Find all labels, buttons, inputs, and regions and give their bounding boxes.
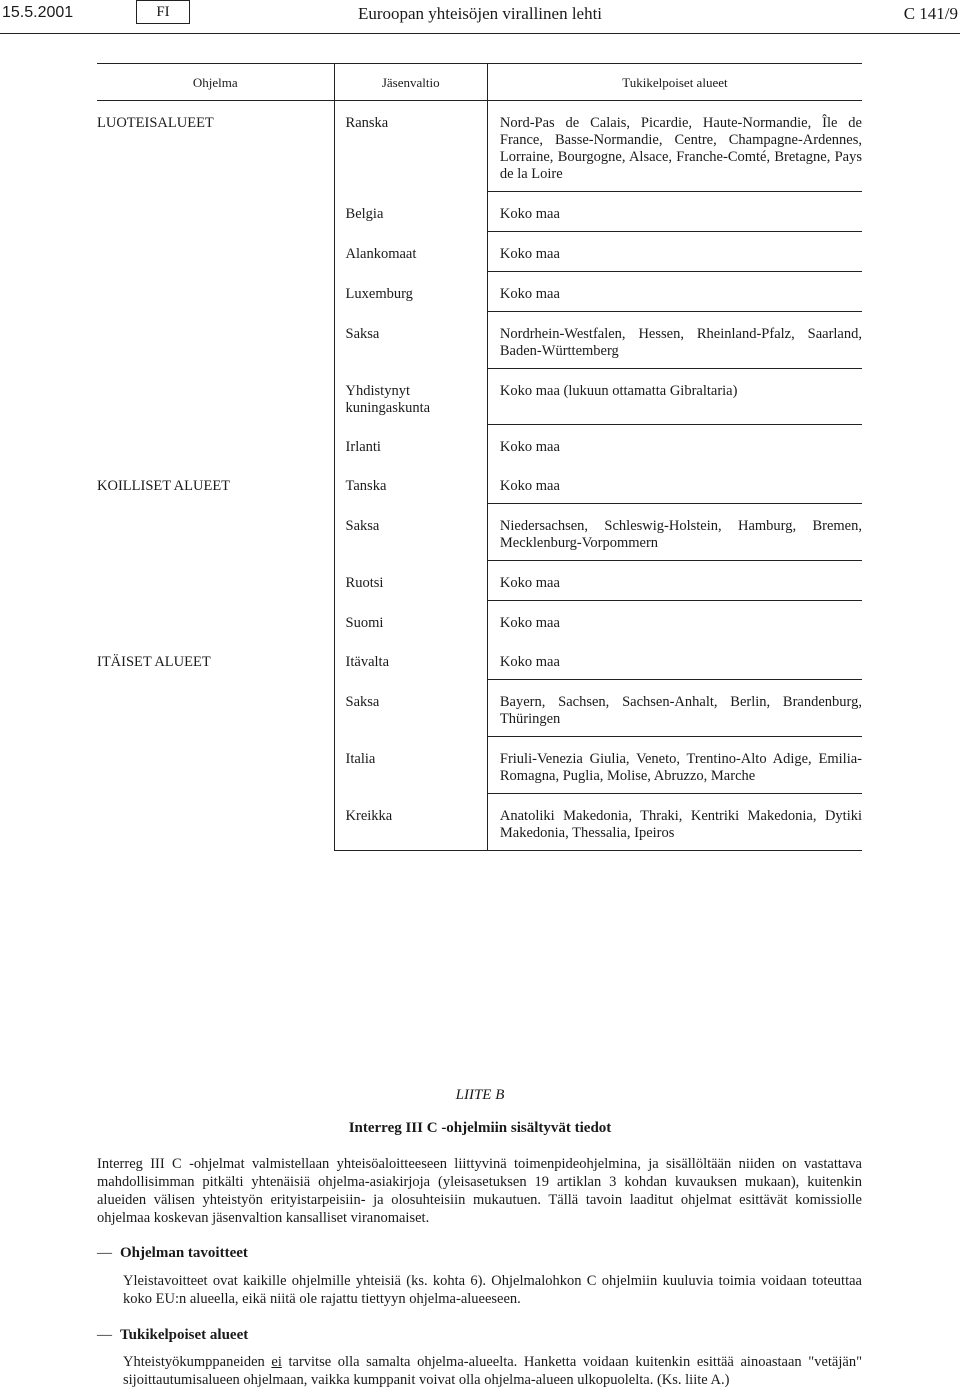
underlined-word: ei — [271, 1354, 282, 1370]
member-state-cell: Ruotsi — [334, 561, 487, 601]
section-text-before: Yhteistyökumppaneiden — [123, 1354, 272, 1370]
program-cell — [97, 312, 334, 369]
table-row — [97, 794, 862, 851]
member-state-cell: Belgia — [334, 192, 487, 232]
regions-cell: Anatoliki Makedonia, Thraki, Kentriki Makedonia, Dytiki Makedonia, Thessalia, Ipeiros — [487, 794, 862, 851]
regions-cell: Koko maa — [487, 232, 862, 272]
regions-cell: Friuli-Venezia Giulia, Veneto, Trentino-Alto Adige, Emilia-Romagna, Puglia, Molise, Abruzzo, Marche — [487, 737, 862, 794]
program-cell — [97, 192, 334, 232]
member-state-cell: Saksa — [334, 312, 487, 369]
member-state-cell: Kreikka — [334, 794, 487, 851]
page-reference: C 141/9 — [903, 4, 958, 23]
program-cell: LUOTEISALUEET — [97, 115, 214, 131]
column-header-eligible-regions: Tukikelpoiset alueet — [487, 64, 862, 101]
page-header — [0, 0, 960, 34]
section-heading-text: Ohjelman tavoitteet — [120, 1245, 248, 1261]
section-paragraph — [123, 1353, 862, 1389]
program-cell: KOILLISET ALUEET — [97, 478, 231, 494]
regions-cell: Bayern, Sachsen, Sachsen-Anhalt, Berlin, Brandenburg, Thüringen — [487, 680, 862, 737]
member-state-cell: Ranska — [334, 101, 487, 192]
member-state-cell: Alankomaat — [334, 232, 487, 272]
member-state-cell: Suomi — [334, 601, 487, 641]
program-cell — [97, 794, 334, 851]
section-heading — [97, 1327, 248, 1344]
regions-cell: Koko maa — [487, 192, 862, 232]
table-row — [97, 369, 862, 425]
table-row — [97, 680, 862, 737]
program-cell — [97, 601, 334, 641]
table-row — [97, 272, 862, 312]
annex-title: Interreg III C -ohjelmiin sisältyvät tiedot — [348, 1120, 612, 1136]
regions-cell: Koko maa — [487, 601, 862, 641]
table-row — [97, 561, 862, 601]
table-header-row — [97, 64, 862, 101]
program-cell — [97, 425, 334, 465]
regions-cell: Koko maa — [487, 561, 862, 601]
column-header-program: Ohjelma — [97, 64, 334, 101]
program-cell — [97, 561, 334, 601]
member-state-cell: Itävalta — [334, 640, 487, 680]
table-row — [97, 464, 862, 504]
annex-intro-paragraph: Interreg III C -ohjelmat valmistellaan yhteisöaloitteeseen liittyvinä toimenpideohjelmina, ja sisällöltään niiden on vastattava mahdollisimman pitkälti yhtenäisiä ohjelma-asiakirjoja (yleisasetuksen 19 artiklan 3 kohdan kuvauksen mukaan), kuitenkin alueiden välisen yhteistyön erityistarpeisiin- ja olosuhteisiin mukautuen. Tällä tavoin laaditut ohjelmat esittävät komissiolle ohjelmaa koskevan jäsenvaltion kansalliset viranomaiset. — [97, 1156, 862, 1226]
eligible-regions-table — [97, 63, 862, 851]
publication-date: 15.5.2001 — [2, 4, 74, 21]
member-state-cell: Irlanti — [334, 425, 487, 465]
program-cell — [97, 680, 334, 737]
table-row — [97, 232, 862, 272]
member-state-cell: Luxemburg — [334, 272, 487, 312]
member-state-cell: Saksa — [334, 504, 487, 561]
section-heading — [97, 1245, 248, 1262]
section-heading-text: Tukikelpoiset alueet — [120, 1327, 249, 1343]
dash-bullet: — — [97, 1327, 112, 1343]
section-paragraph: Yleistavoitteet ovat kaikille ohjelmille yhteisiä (ks. kohta 6). Ohjelmalohkon C ohjelmiin kuuluvia toimia voidaan toteuttaa koko EU:n alueella, eikä niitä ole rajattu tiettyyn ohjelma-alueeseen. — [123, 1273, 862, 1307]
regions-cell: Koko maa — [487, 272, 862, 312]
regions-cell: Koko maa — [487, 464, 862, 504]
table-row — [97, 192, 862, 232]
dash-bullet: — — [97, 1245, 112, 1261]
journal-title: Euroopan yhteisöjen virallinen lehti — [357, 4, 603, 23]
member-state-cell: Yhdistynyt kuningaskunta — [334, 369, 487, 425]
table-row — [97, 425, 862, 465]
regions-cell: Koko maa — [487, 640, 862, 680]
regions-cell: Koko maa — [487, 425, 862, 465]
table-row — [97, 101, 862, 192]
column-header-member-state: Jäsenvaltio — [334, 64, 487, 101]
table-row — [97, 312, 862, 369]
table-row — [97, 504, 862, 561]
program-cell: ITÄISET ALUEET — [97, 654, 211, 670]
program-cell — [97, 504, 334, 561]
regions-cell: Koko maa (lukuun ottamatta Gibraltaria) — [487, 369, 862, 425]
table-row — [97, 640, 862, 680]
member-state-cell: Saksa — [334, 680, 487, 737]
program-cell — [97, 272, 334, 312]
program-cell — [97, 232, 334, 272]
section-text-after: tarvitse olla samalta ohjelma-alueelta. Hanketta voidaan kuitenkin esittää ainoastaan "vetäjän" sijoittautumisalueen ohjelmaan, vaikka kumppanit voivat olla ohjelma-alueen ulkopuolelta. (Ks. liite A.) — [123, 1354, 862, 1388]
program-cell — [97, 737, 334, 794]
program-cell — [97, 369, 334, 425]
regions-cell: Nord-Pas de Calais, Picardie, Haute-Normandie, Île de France, Basse-Normandie, Centre, Champagne-Ardennes, Lorraine, Bourgogne, Alsace, Franche-Comté, Bretagne, Pays de la Loire — [487, 101, 862, 192]
header-rule — [0, 33, 960, 34]
regions-cell: Niedersachsen, Schleswig-Holstein, Hamburg, Bremen, Mecklenburg-Vorpommern — [487, 504, 862, 561]
table-row — [97, 601, 862, 641]
language-code-box: FI — [136, 0, 190, 24]
regions-cell: Nordrhein-Westfalen, Hessen, Rheinland-Pfalz, Saarland, Baden-Württemberg — [487, 312, 862, 369]
member-state-cell: Tanska — [334, 464, 487, 504]
annex-label: LIITE B — [455, 1087, 505, 1103]
table-row — [97, 737, 862, 794]
member-state-cell: Italia — [334, 737, 487, 794]
